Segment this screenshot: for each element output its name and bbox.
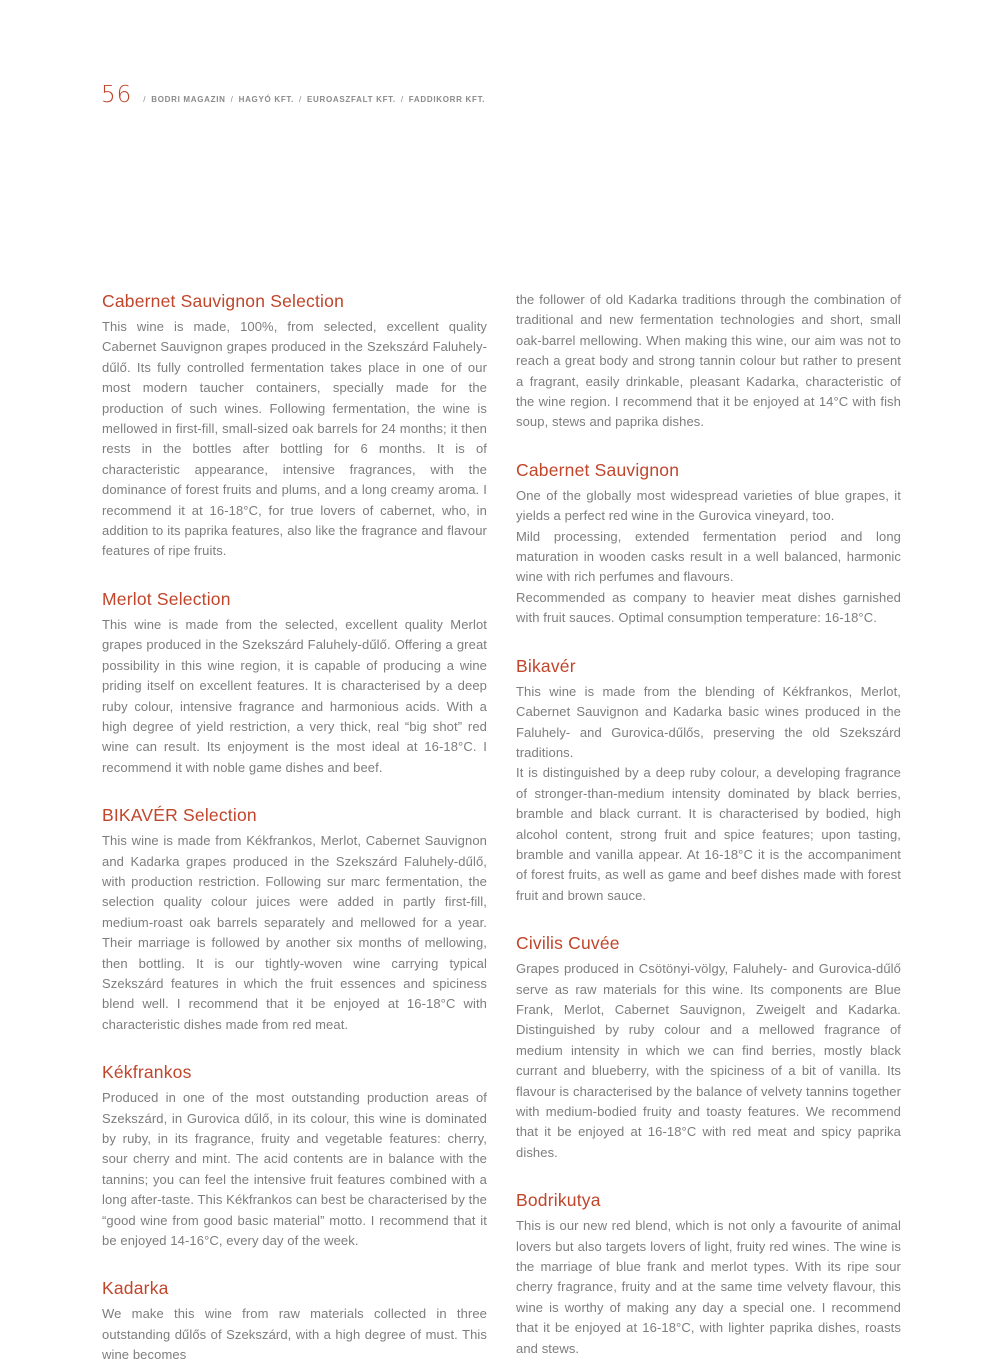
page-number: 56: [101, 82, 133, 108]
wine-section-paragraph: This is our new red blend, which is not only a favourite of animal lovers but also targets lovers of light, fruity red wines. The wine is the marriage of blue frank and merlot types. With its ripe sour cherry fragrance, fruity and at the same time velvety flavour, this wine is worthy of making any day a special one. I recommend that it be enjoyed at 16-18°C, with lighter paprika dishes, roasts and stews.: [516, 1218, 901, 1356]
wine-section-heading: BIKAVÉR Selection: [102, 805, 257, 826]
wine-section-heading: Merlot Selection: [102, 588, 231, 609]
wine-section: [102, 1277, 487, 1365]
header-meta-item: FADDIKORR KFT.: [408, 95, 486, 104]
wine-section-heading: Kadarka: [102, 1278, 169, 1299]
wine-section-paragraph: Recommended as company to heavier meat dishes garnished with fruit sauces. Optimal consumption temperature: 16-18°C.: [516, 589, 901, 626]
wine-section-paragraph: It is distinguished by a deep ruby colour, a developing fragrance of stronger-than-medium intensity dominated by black berries, bramble and black currant. It is characterised by bodied, high alcohol content, strong fruit and spice features; upon tasting, bramble and vanilla appear. At 16-18°C it is the accompaniment of forest fruits, as well as game and beef dishes made with forest fruit and brown sauce.: [516, 765, 901, 903]
header-meta-item: EUROASZFALT KFT.: [306, 95, 396, 104]
header-separator: /: [143, 95, 147, 104]
wine-section-heading: Bodrikutya: [516, 1190, 601, 1211]
wine-section-paragraph: We make this wine from raw materials collected in three outstanding dűlős of Szekszárd, with a high degree of must. This wine becomes: [102, 1306, 487, 1363]
wine-section: [102, 588, 487, 778]
right-column: [516, 290, 901, 1359]
wine-section-paragraph: Grapes produced in Csötönyi-völgy, Faluhely- and Gurovica-dűlő serve as raw materials for this wine. Its components are Blue Frank, Merlot, Cabernet Sauvignon, Zweigelt and Kadarka. Distinguished by ruby colour and a mellowed fragrance of medium intensity in which we can find berries, mostly black currant and blueberry, with the spiciness of a bit of vanilla. Its flavour is characterised by the balance of velvety tannins together with medium-bodied fruity and toasty features. We recommend that it be enjoyed at 16-18°C with red meat and spicy paprika dishes.: [516, 961, 901, 1160]
wine-section-paragraph: Produced in one of the most outstanding production areas of Szekszárd, in Gurovica dűlő, in its colour, this wine is dominated by ruby, in its fragrance, fruity and vegetable features: cherry, sour cherry and mint. The acid contents are in balance with the tannins; you can feel the intensive fruit features combined with a long after-taste. This Kékfrankos can best be characterised by the “good wine from good basic material” motto. I recommend that it be enjoyed 14-16°C, every day of the week.: [102, 1090, 488, 1249]
wine-section-heading: Bikavér: [516, 655, 576, 676]
header-separator: /: [400, 95, 404, 104]
header-separator: /: [230, 95, 234, 104]
wine-section: [102, 290, 487, 562]
wine-section: [102, 804, 487, 1035]
left-column: [102, 290, 487, 1366]
wine-section: [516, 1189, 901, 1359]
wine-section: [516, 655, 901, 906]
wine-section-paragraph: This wine is made from Kékfrankos, Merlot, Cabernet Sauvignon and Kadarka grapes produced in the Szekszárd Faluhely-dűlő, with production restriction. Following sur marc fermentation, the selection quality colour juices were added in partly first-fill, medium-roast oak barrels separately and mellowed for a year. Their marriage is followed by another six months of mellowing, then bottling. It is our tightly-woven wine carrying typical Szekszárd features in which the fruit essences and spiciness blend well. I recommend that it be enjoyed at 16-18°C with characteristic dishes made from red meat.: [102, 833, 487, 1032]
header-meta-item: BODRI MAGAZIN: [151, 95, 226, 104]
wine-section-paragraph: This wine is made from the selected, excellent quality Merlot grapes produced in the Szekszárd Faluhely-dűlő. Offering a great possibility in this wine region, it is capable of producing a wine priding itself on excellent features. It is characterised by a deep ruby colour, intensive fragrance and harmonious acids. With a high degree of yield restriction, a very thick, real “big shot” red wine can result. Its enjoyment is the most ideal at 16-18°C. I recommend it with noble game dishes and beef.: [102, 616, 487, 775]
wine-section-heading: Cabernet Sauvignon: [516, 459, 680, 480]
wine-section-paragraph: This wine is made from the blending of Kékfrankos, Merlot, Cabernet Sauvignon and Kadarka basic wines produced in the Faluhely- and Gurovica-dűlős, preserving the old Szekszárd traditions.: [516, 683, 901, 760]
wine-section-paragraph: One of the globally most widespread varieties of blue grapes, it yields a perfect red wine in the Gurovica vineyard, too.: [516, 487, 901, 524]
wine-section: [516, 932, 901, 1163]
wine-section: [516, 290, 901, 433]
content-columns: [102, 290, 901, 1366]
page-header: [101, 83, 485, 107]
header-meta: [138, 95, 485, 104]
wine-section-heading: Civilis Cuvée: [516, 933, 620, 954]
wine-section-heading: Kékfrankos: [102, 1062, 192, 1083]
header-meta-item: HAGYÓ KFT.: [238, 95, 295, 104]
wine-section: [516, 459, 901, 629]
wine-section: [102, 1061, 487, 1251]
wine-section-paragraph: This wine is made, 100%, from selected, excellent quality Cabernet Sauvignon grapes produced in the Szekszárd Faluhely-dűlő. Its fully controlled fermentation takes place in one of our most modern taucher containers, specially made for the production of such wines. Following fermentation, the wine is mellowed in first-fill, small-sized oak barrels for 24 months; it then rests in the bottles after bottling for 6 months. It is of characteristic appearance, intensive fragrances, with the dominance of forest fruits and plums, and a long creamy aroma. I recommend it at 16-18°C, for true lovers of cabernet, who, in addition to its paprika features, also like the fragrance and flavour features of ripe fruits.: [102, 319, 487, 559]
wine-section-paragraph: the follower of old Kadarka traditions through the combination of traditional and new fermentation technologies and short, small oak-barrel mellowing. When making this wine, our aim was not to reach a great body and strong tannin colour but rather to present a fragrant, easily drinkable, pleasant Kadarka, characteristic of the wine region. I recommend that it be enjoyed at 14°C with fish soup, stews and paprika dishes.: [516, 292, 901, 430]
wine-section-heading: Cabernet Sauvignon Selection: [102, 291, 345, 311]
wine-section-paragraph: Mild processing, extended fermentation period and long maturation in wooden casks result in a well balanced, harmonic wine with rich perfumes and flavours.: [516, 528, 901, 585]
header-separator: /: [299, 95, 302, 104]
